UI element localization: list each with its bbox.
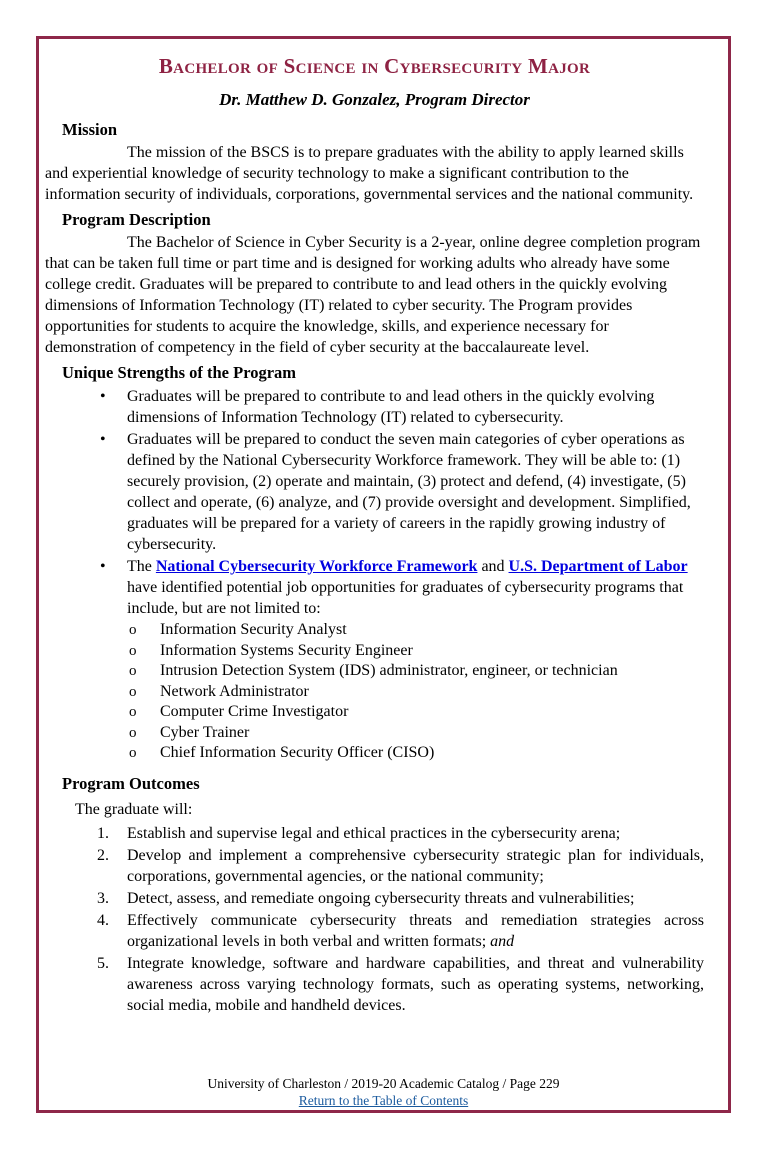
job-title-item: o Intrusion Detection System (IDS) administrator, engineer, or technician bbox=[127, 661, 704, 682]
outcome-item bbox=[45, 910, 704, 952]
outcome-item: Develop and implement a comprehensive cybersecurity strategic plan for individuals, corporations, governmental agencies, or the national community; bbox=[127, 846, 704, 885]
program-outcomes-heading: Program Outcomes bbox=[62, 773, 200, 793]
program-director-subtitle: Dr. Matthew D. Gonzalez, Program Director bbox=[219, 90, 530, 109]
strength-item-2 bbox=[45, 429, 704, 555]
mission-heading: Mission bbox=[62, 120, 118, 139]
us-department-of-labor-link[interactable]: U.S. Department of Labor bbox=[508, 558, 688, 575]
outcome-item: Establish and supervise legal and ethical practices in the cybersecurity arena; bbox=[127, 824, 621, 842]
strength-item-3-mid: and bbox=[477, 558, 509, 575]
job-title-item: o Network Administrator bbox=[127, 682, 704, 703]
job-title-item: o Cyber Trainer bbox=[127, 723, 704, 744]
program-description-heading: Program Description bbox=[62, 210, 211, 229]
outcome-item-4-text: Effectively communicate cybersecurity threats and remediation strategies across organizational levels in both verbal and written formats; bbox=[127, 911, 704, 950]
strength-item-3-suffix: have identified potential job opportunities for graduates of cybersecurity programs that include, but are not limited to: bbox=[127, 579, 684, 617]
unique-strengths-list bbox=[45, 386, 704, 764]
page-border-frame bbox=[36, 36, 731, 1113]
catalog-page-content bbox=[39, 39, 728, 1110]
footer-link-row bbox=[39, 1092, 728, 1109]
job-title-item: o Computer Crime Investigator bbox=[127, 702, 704, 723]
unique-strengths-heading: Unique Strengths of the Program bbox=[62, 363, 297, 382]
job-title-item: o Chief Information Security Officer (CISO) bbox=[127, 743, 704, 764]
footer-catalog-line: University of Charleston / 2019-20 Academic Catalog / Page 229 bbox=[207, 1076, 560, 1091]
strength-item-3-prefix: The bbox=[127, 558, 156, 575]
program-description-paragraph: The Bachelor of Science in Cyber Security is a 2-year, online degree completion program that can be taken full time or part time and is designed for working adults who already have some college credit. Graduates will be prepared to contribute to and lead others in the quickly evolving dimensions of Information Technology (IT) related to cyber security. The Program provides opportunities for students to acquire the knowledge, skills, and experience necessary for demonstration of competency in the field of cyber security at the baccalaureate level. bbox=[45, 234, 701, 356]
strength-item-1-text: Graduates will be prepared to contribute to and lead others in the quickly evolving dimensions of Information Technology (IT) related to cybersecurity. bbox=[127, 388, 655, 426]
return-to-table-of-contents-link[interactable]: Return to the Table of Contents bbox=[298, 1093, 469, 1108]
job-title-item: o Information Systems Security Engineer bbox=[127, 641, 704, 662]
outcome-item: Detect, assess, and remediate ongoing cybersecurity threats and vulnerabilities; bbox=[127, 889, 635, 907]
strength-item-1 bbox=[45, 386, 704, 428]
mission-paragraph: The mission of the BSCS is to prepare graduates with the ability to apply learned skills and experiential knowledge of security technology to make a significant contribution to the information security of individuals, corporations, governmental services and the national community. bbox=[45, 144, 694, 203]
workforce-framework-link[interactable]: National Cybersecurity Workforce Framework bbox=[155, 558, 478, 575]
page-footer bbox=[39, 1075, 728, 1110]
outcomes-intro: The graduate will: bbox=[75, 800, 193, 818]
strength-item-3 bbox=[45, 556, 704, 764]
program-outcomes-list bbox=[45, 823, 704, 1016]
outcome-item: Integrate knowledge, software and hardware capabilities, and threat and vulnerability awareness across varying technology formats, such as operating systems, networking, social media, mobile and handheld devices. bbox=[127, 954, 704, 1014]
job-title-item: o Information Security Analyst bbox=[127, 620, 704, 641]
page-title: Bachelor of Science in Cybersecurity Major bbox=[158, 54, 591, 78]
strength-item-2-text: Graduates will be prepared to conduct the seven main categories of cyber operations as defined by the National Cybersecurity Workforce framework. They will be able to: (1) securely provision, (2) operate and maintain, (3) protect and defend, (4) investigate, (5) collect and operate, (6) analyze, and (7) provide oversight and development. Simplified, graduates will be prepared for a variety of careers in the rapidly growing industry of cybersecurity. bbox=[127, 431, 691, 553]
outcome-item-4-and: and bbox=[490, 932, 515, 950]
job-titles-list bbox=[127, 620, 704, 764]
